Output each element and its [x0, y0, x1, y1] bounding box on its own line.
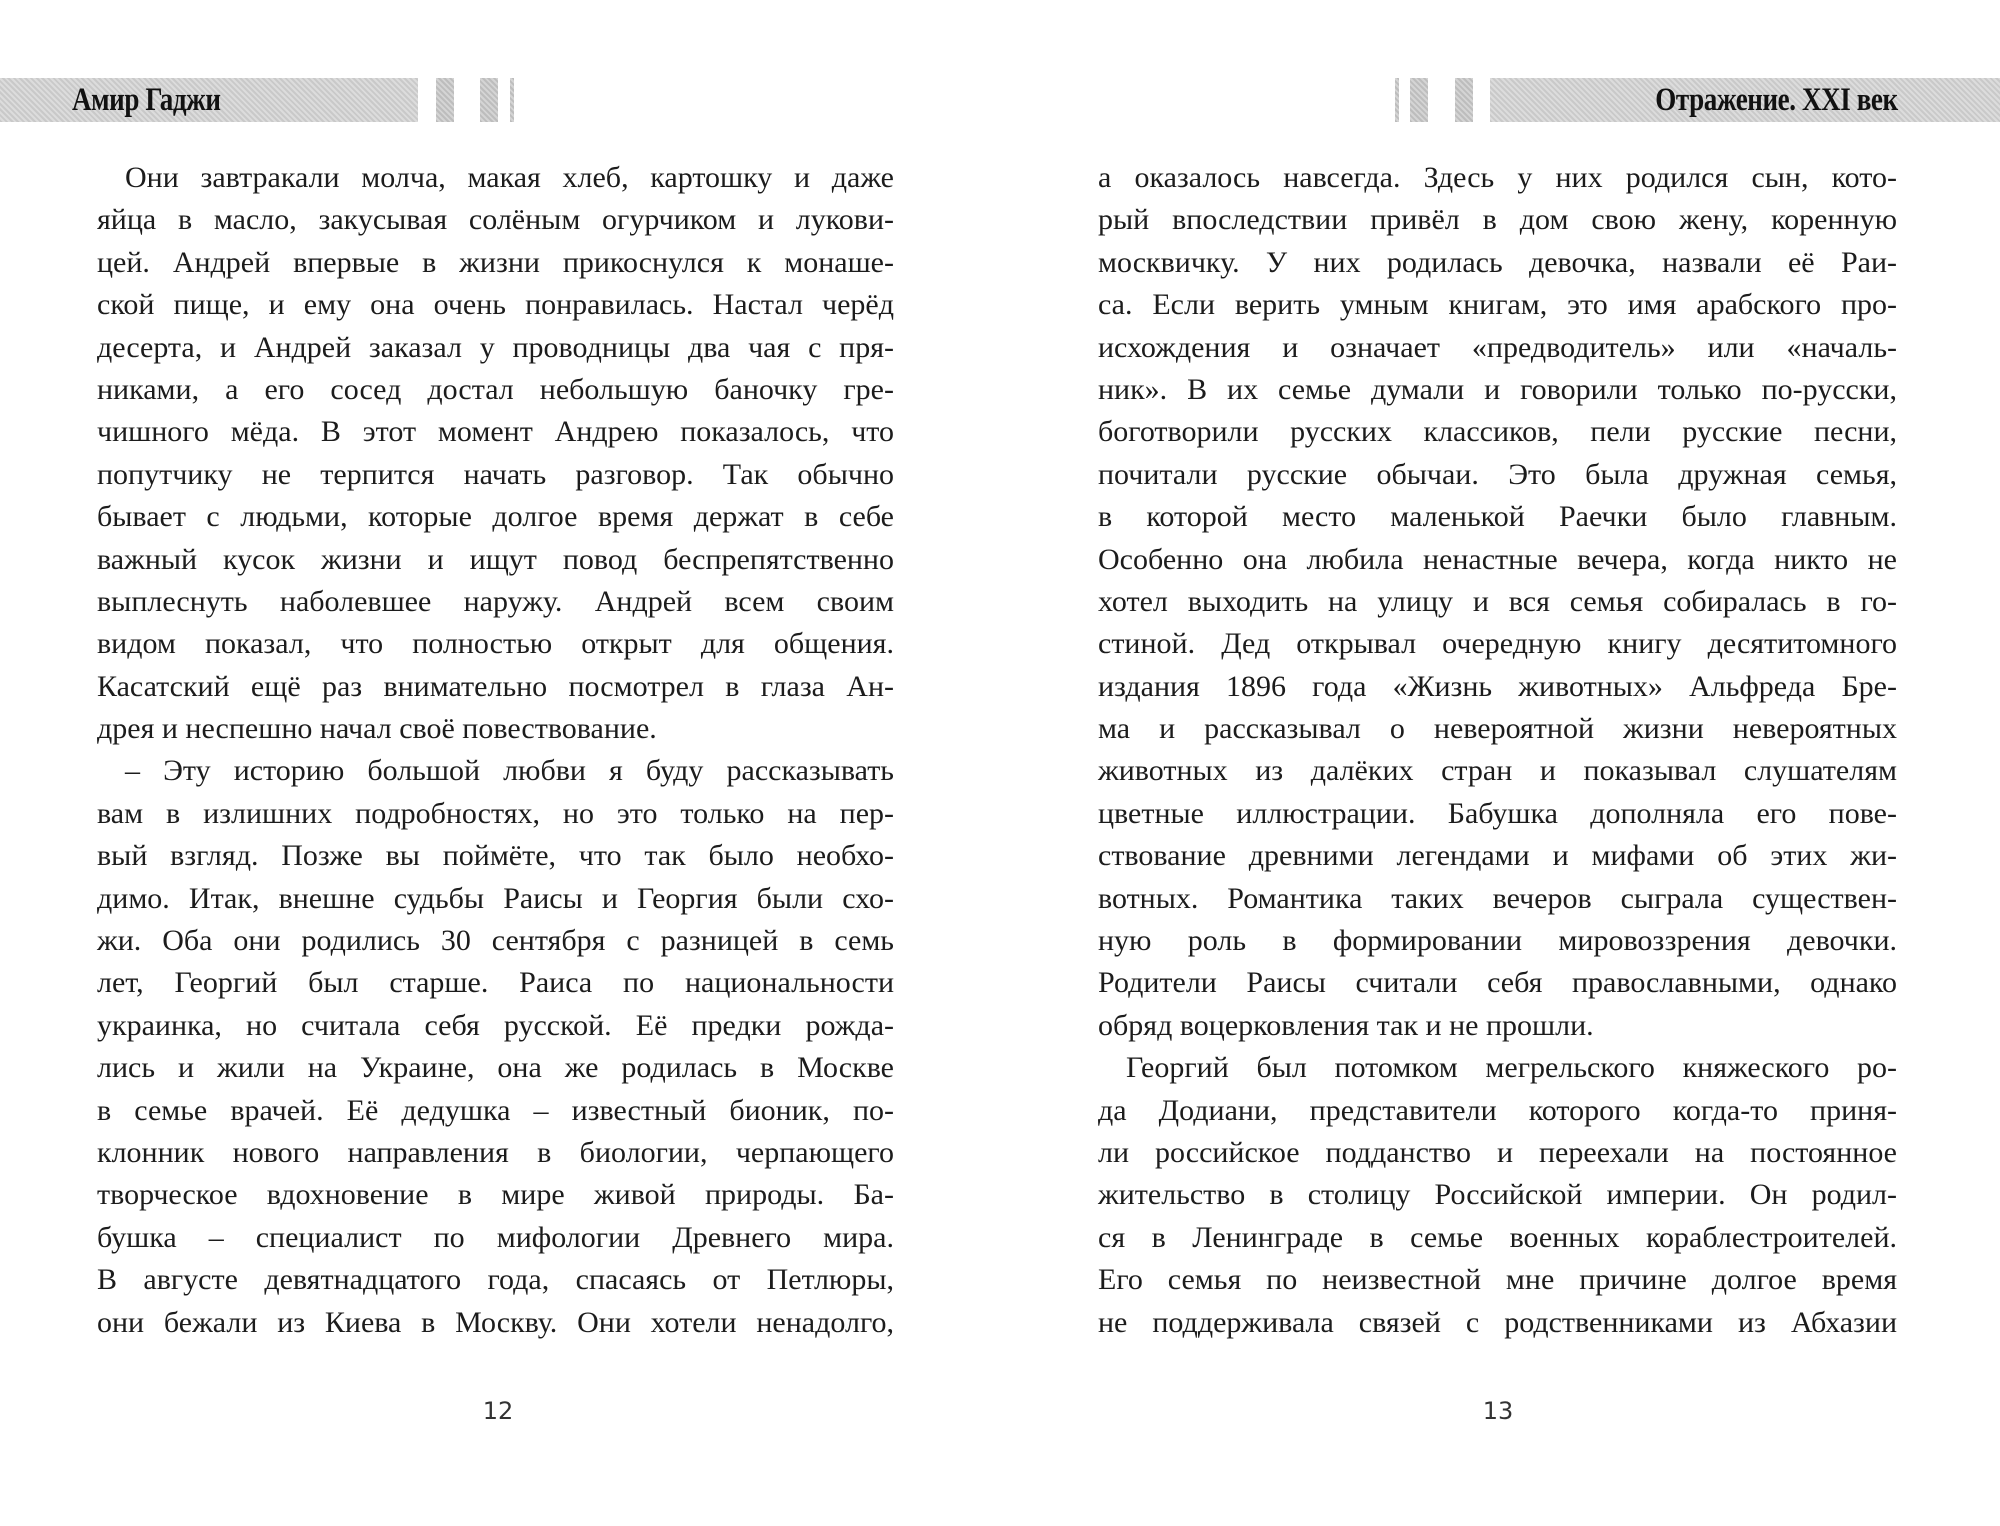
right-page-number: 13 — [1482, 1397, 1514, 1425]
text-line: вотных. Романтика таких вечеров сыграла существен- — [1098, 881, 1897, 915]
text-line: обряд воцерковления так и не прошли. — [1098, 1008, 1594, 1042]
text-line: ник». В их семье думали и говорили только по-русски, — [1098, 372, 1897, 406]
text-line: са. Если верить умным книгам, это имя арабского про- — [1098, 288, 1897, 322]
text-line: Родители Раисы считали себя православными, однако — [1098, 966, 1897, 1000]
text-line: ную роль в формировании мировоззрения девочки. — [1098, 924, 1897, 958]
text-line: бывает с людьми, которые долгое время держат в себе — [97, 500, 894, 534]
text-line: лись и жили на Украине, она же родилась в Москве — [97, 1051, 894, 1085]
text-line: боготворили русских классиков, пели русские песни, — [1098, 415, 1897, 449]
left-running-head: Амир Гаджи — [72, 82, 221, 118]
header-block — [510, 78, 514, 122]
text-line: рый впоследствии привёл в дом свою жену, коренную — [1098, 203, 1897, 237]
text-line: дрея и неспешно начал своё повествование. — [97, 712, 657, 746]
text-line: ся в Ленинграде в семье военных кораблестроителей. — [1098, 1220, 1897, 1254]
text-line: цей. Андрей впервые в жизни прикоснулся к монаше- — [97, 245, 894, 279]
header-block — [1455, 78, 1473, 122]
text-line: В августе девятнадцатого года, спасаясь от Петлюры, — [97, 1263, 894, 1297]
text-line: жительство в столицу Российской империи. Он родил- — [1098, 1178, 1897, 1212]
text-line: бушка – специалист по мифологии Древнего мира. — [97, 1220, 894, 1254]
text-line: никами, а его сосед достал небольшую баночку гре- — [97, 372, 894, 406]
text-line: десерта, и Андрей заказал у проводницы два чая с пря- — [97, 330, 894, 364]
left-body-text — [97, 157, 894, 1344]
text-line: москвичку. У них родилась девочка, назвали её Раи- — [1098, 245, 1897, 279]
text-line: почитали русские обычаи. Это была дружная семья, — [1098, 457, 1897, 491]
header-block — [1410, 78, 1428, 122]
text-line: ма и рассказывал о невероятной жизни невероятных — [1098, 712, 1897, 746]
text-line: клонник нового направления в биологии, черпающего — [97, 1135, 894, 1169]
text-line: издания 1896 года «Жизнь животных» Альфреда Бре- — [1098, 669, 1897, 703]
text-line: выплеснуть наболевшее наружу. Андрей всем своим — [97, 584, 894, 618]
text-line: Георгий был потомком мегрельского княжеского ро- — [1126, 1051, 1897, 1085]
text-line: Они завтракали молча, макая хлеб, картошку и даже — [125, 161, 894, 194]
header-block — [436, 78, 454, 122]
text-line: хотел выходить на улицу и вся семья собиралась в го- — [1098, 584, 1897, 618]
text-line: Касатский ещё раз внимательно посмотрел в глаза Ан- — [97, 669, 894, 703]
header-block — [1395, 78, 1399, 122]
header-block — [480, 78, 498, 122]
text-line: исхождения и означает «предводитель» или «началь- — [1098, 330, 1897, 364]
right-running-head: Отражение. XXI век — [1655, 82, 1898, 118]
text-line: не поддерживала связей с родственниками из Абхазии — [1098, 1305, 1897, 1339]
text-line: вый взгляд. Позже вы поймёте, что так было необхо- — [97, 839, 894, 873]
text-line: димо. Итак, внешне судьбы Раисы и Георгия были схо- — [97, 881, 894, 915]
text-line: стиной. Дед открывал очередную книгу десятитомного — [1098, 627, 1897, 661]
text-line: видом показал, что полностью открыт для общения. — [97, 627, 894, 661]
left-running-head-band — [0, 78, 418, 122]
text-line: ствование древними легендами и мифами об этих жи- — [1098, 839, 1897, 873]
right-page — [1000, 0, 2000, 1526]
text-line: а оказалось навсегда. Здесь у них родился сын, кото- — [1098, 161, 1897, 194]
text-line: украинка, но считала себя русской. Её предки рожда- — [97, 1008, 894, 1042]
text-line: яйца в масло, закусывая солёным огурчиком и лукови- — [97, 203, 894, 237]
text-line: вам в излишних подробностях, но это только на пер- — [97, 796, 894, 830]
left-page-number: 12 — [482, 1397, 514, 1425]
text-line: цветные иллюстрации. Бабушка дополняла его пове- — [1098, 796, 1897, 830]
right-body-text — [1098, 157, 1897, 1344]
text-line: попутчику не терпится начать разговор. Так обычно — [97, 457, 894, 491]
text-line: жи. Оба они родились 30 сентября с разницей в семь — [97, 924, 894, 958]
text-line: Особенно она любила ненастные вечера, когда никто не — [1098, 542, 1897, 576]
text-line: да Додиани, представители которого когда-то приня- — [1098, 1093, 1897, 1127]
text-line: – Эту историю большой любви я буду рассказывать — [125, 754, 894, 788]
text-line: в семье врачей. Её дедушка – известный бионик, по- — [97, 1093, 894, 1127]
text-line: лет, Георгий был старше. Раиса по национальности — [97, 966, 894, 1000]
text-line: ской пище, и ему она очень понравилась. Настал черёд — [97, 288, 894, 322]
right-running-head-band — [1490, 78, 2000, 122]
text-line: животных из далёких стран и показывал слушателям — [1098, 754, 1897, 788]
text-line: важный кусок жизни и ищут повод беспрепятственно — [97, 542, 894, 576]
text-line: чишного мёда. В этот момент Андрею показалось, что — [97, 415, 894, 449]
text-line: они бежали из Киева в Москву. Они хотели ненадолго, — [97, 1305, 894, 1339]
text-line: ли российское подданство и переехали на постоянное — [1098, 1135, 1897, 1169]
text-line: в которой место маленькой Раечки было главным. — [1098, 500, 1897, 534]
text-line: Его семья по неизвестной мне причине долгое время — [1098, 1263, 1897, 1297]
text-line: творческое вдохновение в мире живой природы. Ба- — [97, 1178, 894, 1212]
